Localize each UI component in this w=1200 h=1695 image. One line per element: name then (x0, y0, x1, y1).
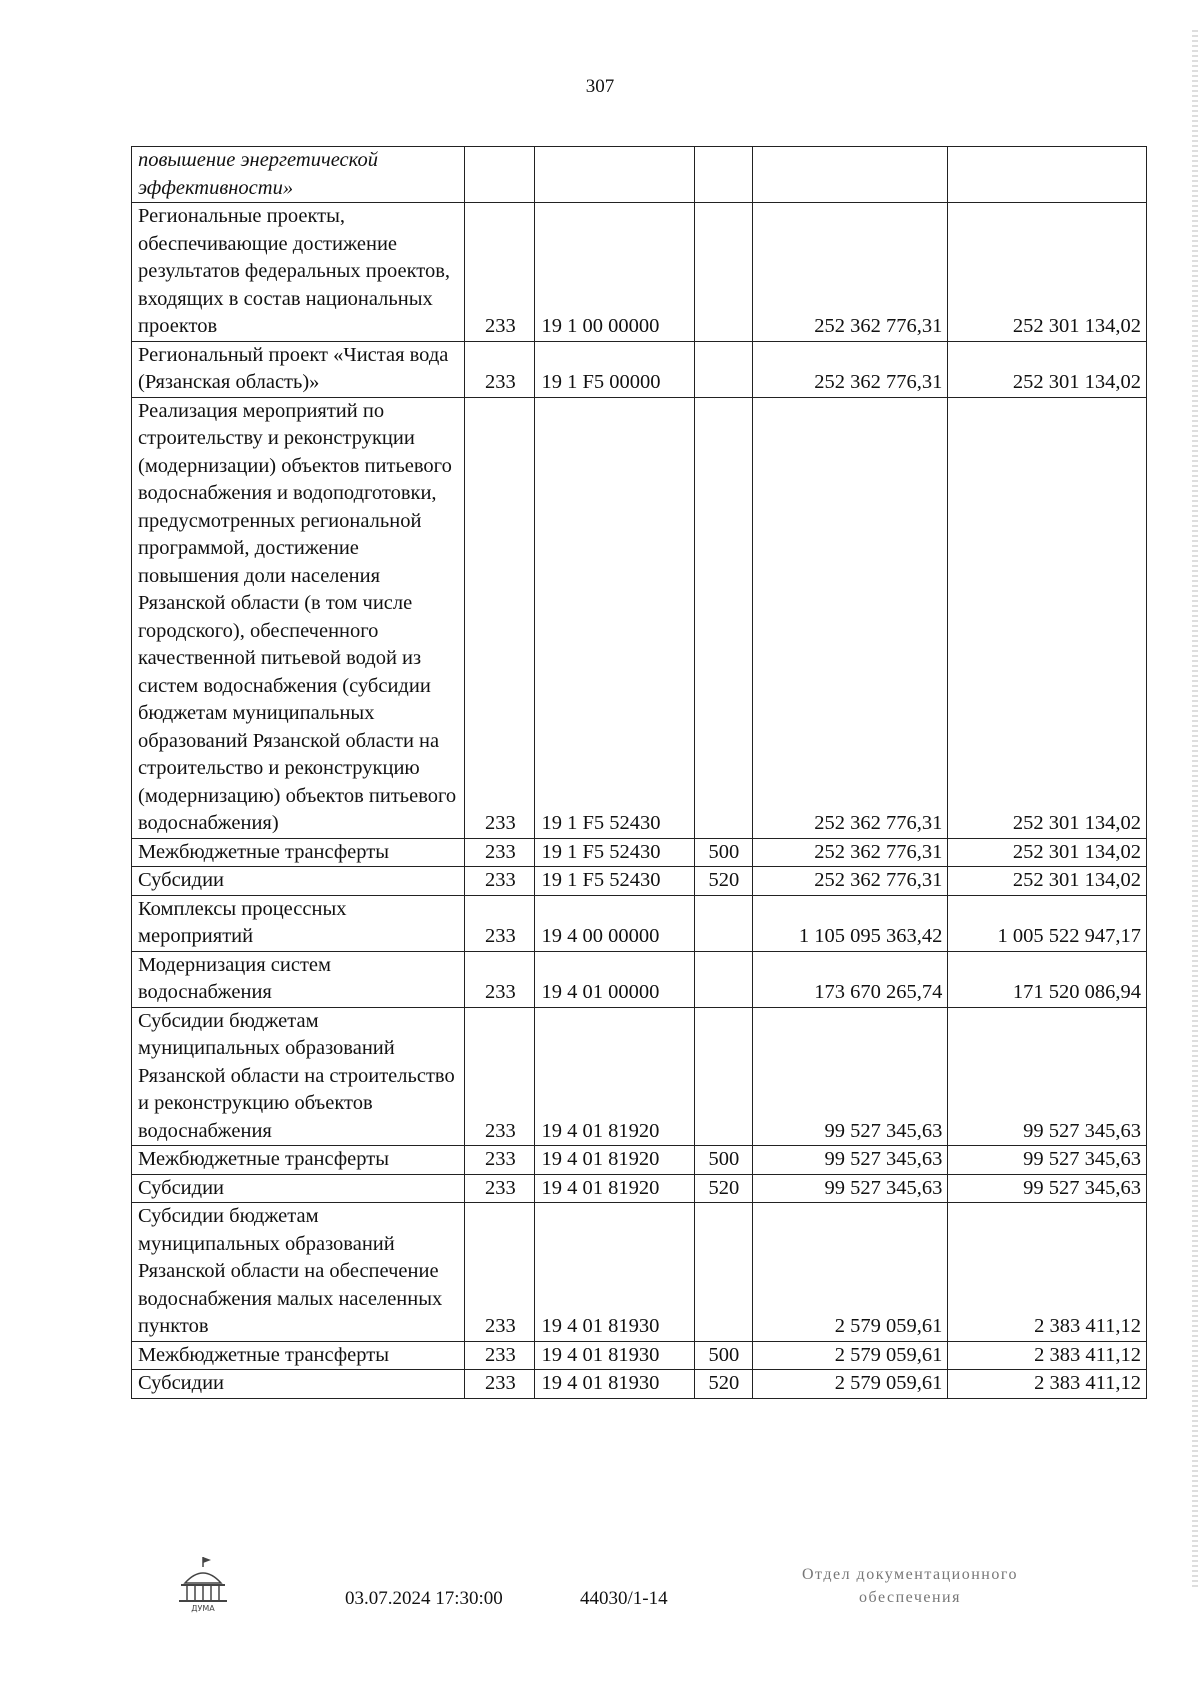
ministry-code-cell: 233 (465, 1370, 535, 1399)
amount-year1-cell: 2 579 059,61 (753, 1203, 948, 1342)
expense-type-cell (694, 147, 752, 203)
expense-type-cell: 520 (694, 1370, 752, 1399)
row-name-cell: повышение энергетической эффективности» (132, 147, 465, 203)
target-article-cell: 19 1 F5 52430 (535, 397, 694, 838)
table-row (132, 1146, 1147, 1175)
amount-year2-cell: 99 527 345,63 (948, 1146, 1147, 1175)
amount-year1-cell: 99 527 345,63 (753, 1174, 948, 1203)
amount-year1-cell (753, 147, 948, 203)
table-row (132, 1370, 1147, 1399)
target-article-cell: 19 4 01 81920 (535, 1007, 694, 1146)
amount-year1-cell: 173 670 265,74 (753, 951, 948, 1007)
row-name-cell: Реализация мероприятий по строительству и реконструкции (модернизации) объектов питьевого водоснабжения и водоподготовки, предусмотренных региональной программой, достижение повышения доли населения Рязанской области (в том числе городского), обеспеченного качественной питьевой водой из систем водоснабжения (субсидии бюджетам муниципальных образований Рязанской области на строительство и реконструкцию (модернизацию) объектов питьевого водоснабжения) (132, 397, 465, 838)
footer-date: 03.07.2024 17:30:00 (345, 1588, 503, 1609)
ministry-code-cell: 233 (465, 1203, 535, 1342)
amount-year1-cell: 1 105 095 363,42 (753, 895, 948, 951)
amount-year2-cell: 171 520 086,94 (948, 951, 1147, 1007)
row-name-cell: Субсидии бюджетам муниципальных образований Рязанской области на обеспечение водоснабжения малых населенных пунктов (132, 1203, 465, 1342)
amount-year2-cell: 252 301 134,02 (948, 341, 1147, 397)
table-row (132, 1007, 1147, 1146)
amount-year2-cell: 252 301 134,02 (948, 838, 1147, 867)
row-name-cell: Субсидии (132, 1174, 465, 1203)
table-row (132, 867, 1147, 896)
row-name-cell: Межбюджетные трансферты (132, 1146, 465, 1175)
row-name-cell: Межбюджетные трансферты (132, 1341, 465, 1370)
expense-type-cell: 500 (694, 1146, 752, 1175)
table-row (132, 1174, 1147, 1203)
target-article-cell: 19 4 01 81920 (535, 1146, 694, 1175)
logo-text: ДУМА (191, 1604, 215, 1613)
expense-type-cell (694, 951, 752, 1007)
table-row (132, 203, 1147, 342)
scan-edge-mark (1192, 30, 1198, 1590)
row-name-cell: Субсидии (132, 1370, 465, 1399)
stamp-line-1: Отдел документационного (801, 1566, 1019, 1583)
table-row (132, 147, 1147, 203)
amount-year1-cell: 2 579 059,61 (753, 1341, 948, 1370)
amount-year2-cell: 99 527 345,63 (948, 1174, 1147, 1203)
row-name-cell: Межбюджетные трансферты (132, 838, 465, 867)
row-name-cell: Субсидии бюджетам муниципальных образований Рязанской области на строительство и реконструкцию объектов водоснабжения (132, 1007, 465, 1146)
row-name-cell: Региональные проекты, обеспечивающие достижение результатов федеральных проектов, входящих в состав национальных проектов (132, 203, 465, 342)
table-row (132, 341, 1147, 397)
target-article-cell: 19 4 01 81930 (535, 1203, 694, 1342)
amount-year2-cell: 2 383 411,12 (948, 1341, 1147, 1370)
table-row (132, 1203, 1147, 1342)
amount-year2-cell: 2 383 411,12 (948, 1370, 1147, 1399)
amount-year1-cell: 252 362 776,31 (753, 867, 948, 896)
target-article-cell (535, 147, 694, 203)
amount-year1-cell: 99 527 345,63 (753, 1007, 948, 1146)
ministry-code-cell: 233 (465, 203, 535, 342)
amount-year2-cell: 252 301 134,02 (948, 867, 1147, 896)
table-row (132, 397, 1147, 838)
amount-year1-cell: 2 579 059,61 (753, 1370, 948, 1399)
ministry-code-cell: 233 (465, 1007, 535, 1146)
budget-table-body (132, 147, 1147, 1399)
expense-type-cell: 520 (694, 1174, 752, 1203)
expense-type-cell (694, 203, 752, 342)
amount-year2-cell: 252 301 134,02 (948, 397, 1147, 838)
expense-type-cell: 500 (694, 838, 752, 867)
amount-year1-cell: 99 527 345,63 (753, 1146, 948, 1175)
amount-year1-cell: 252 362 776,31 (753, 341, 948, 397)
ministry-code-cell: 233 (465, 341, 535, 397)
expense-type-cell (694, 1203, 752, 1342)
amount-year2-cell: 2 383 411,12 (948, 1203, 1147, 1342)
budget-table (131, 146, 1147, 1399)
expense-type-cell (694, 397, 752, 838)
table-row (132, 895, 1147, 951)
ministry-code-cell: 233 (465, 1341, 535, 1370)
amount-year2-cell: 1 005 522 947,17 (948, 895, 1147, 951)
target-article-cell: 19 4 01 81930 (535, 1341, 694, 1370)
row-name-cell: Региональный проект «Чистая вода (Рязанская область)» (132, 341, 465, 397)
department-stamp (760, 1563, 1060, 1609)
ministry-code-cell: 233 (465, 951, 535, 1007)
expense-type-cell: 520 (694, 867, 752, 896)
ministry-code-cell: 233 (465, 1174, 535, 1203)
target-article-cell: 19 1 00 00000 (535, 203, 694, 342)
footer-document-code: 44030/1-14 (580, 1588, 668, 1609)
expense-type-cell (694, 895, 752, 951)
target-article-cell: 19 4 00 00000 (535, 895, 694, 951)
target-article-cell: 19 4 01 81920 (535, 1174, 694, 1203)
ministry-code-cell: 233 (465, 838, 535, 867)
amount-year1-cell: 252 362 776,31 (753, 838, 948, 867)
table-row (132, 838, 1147, 867)
expense-type-cell: 500 (694, 1341, 752, 1370)
page-number: 307 (585, 76, 615, 97)
row-name-cell: Модернизация систем водоснабжения (132, 951, 465, 1007)
amount-year2-cell (948, 147, 1147, 203)
duma-building-icon (175, 1555, 231, 1615)
amount-year2-cell: 99 527 345,63 (948, 1007, 1147, 1146)
stamp-line-2: обеспечения (859, 1589, 961, 1606)
ministry-code-cell (465, 147, 535, 203)
amount-year1-cell: 252 362 776,31 (753, 203, 948, 342)
target-article-cell: 19 4 01 81930 (535, 1370, 694, 1399)
amount-year2-cell: 252 301 134,02 (948, 203, 1147, 342)
ministry-code-cell: 233 (465, 867, 535, 896)
table-row (132, 1341, 1147, 1370)
ministry-code-cell: 233 (465, 397, 535, 838)
row-name-cell: Субсидии (132, 867, 465, 896)
expense-type-cell (694, 1007, 752, 1146)
expense-type-cell (694, 341, 752, 397)
target-article-cell: 19 1 F5 52430 (535, 867, 694, 896)
row-name-cell: Комплексы процессных мероприятий (132, 895, 465, 951)
target-article-cell: 19 1 F5 52430 (535, 838, 694, 867)
ministry-code-cell: 233 (465, 1146, 535, 1175)
amount-year1-cell: 252 362 776,31 (753, 397, 948, 838)
target-article-cell: 19 1 F5 00000 (535, 341, 694, 397)
target-article-cell: 19 4 01 00000 (535, 951, 694, 1007)
table-row (132, 951, 1147, 1007)
ministry-code-cell: 233 (465, 895, 535, 951)
